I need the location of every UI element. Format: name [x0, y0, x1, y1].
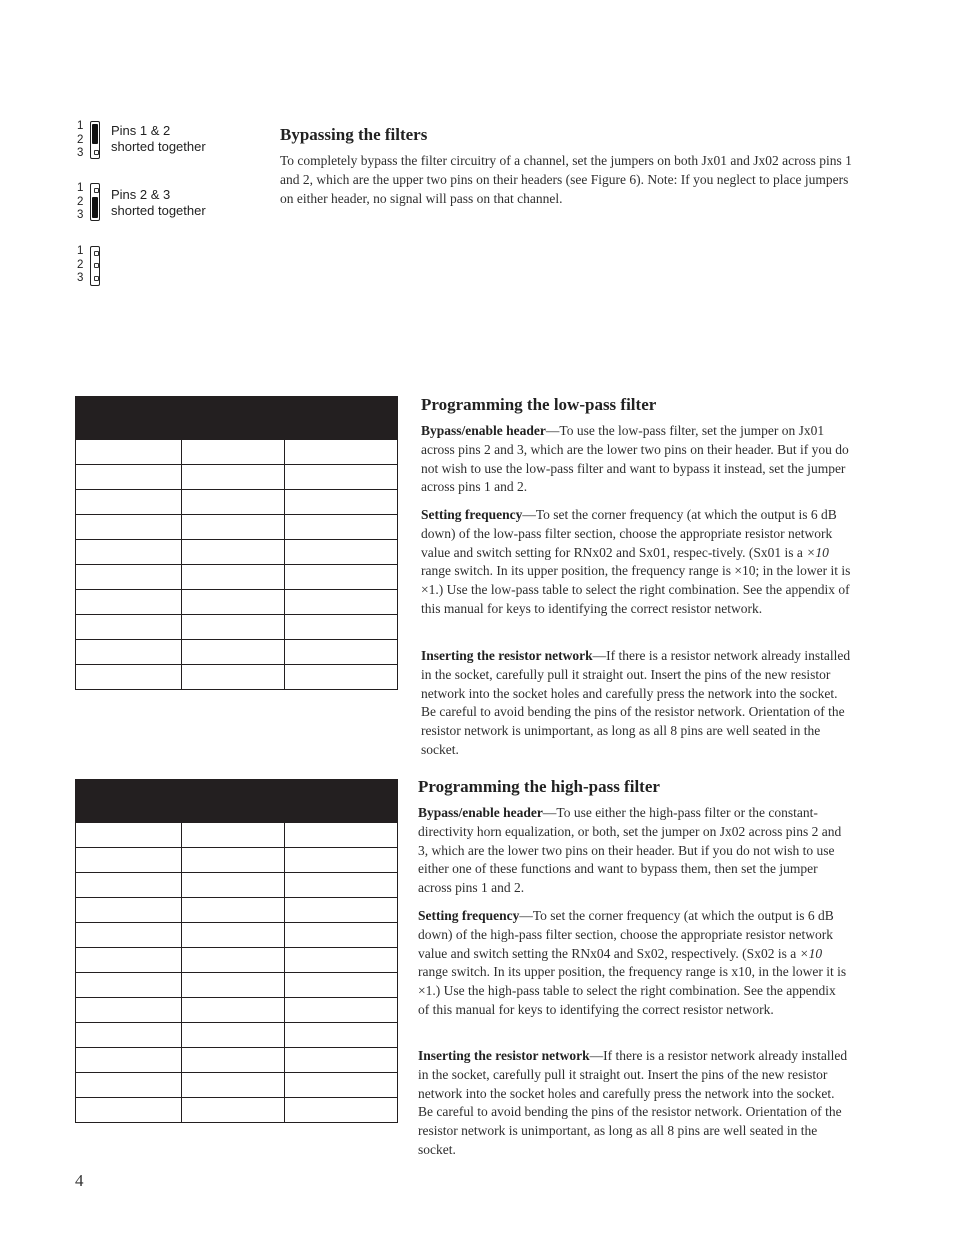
jumper-shunt [92, 124, 98, 144]
table-cell [284, 1073, 398, 1097]
paragraph-label: Setting frequency [418, 908, 520, 923]
jumper-diagram-pins-1-2 [77, 120, 237, 162]
table-cell [181, 1048, 284, 1072]
table-cell [75, 823, 181, 847]
table-row [75, 1098, 398, 1123]
lowpass-insert-paragraph: Inserting the resistor network—If there is a resistor network already installed in the socket, carefully pull it straight out. Insert the pins of the new resistor network into the socket holes and carefully press the network into the socket. Be careful to avoid bending the pins of the resistor network. Orientation of the resistor network is unimportant, as long as all 8 pins are well seated in the socket. [421, 648, 851, 757]
pin-numbers: 1 2 3 [77, 120, 84, 159]
table-cell [284, 615, 398, 639]
pin [94, 251, 99, 256]
table-row [75, 948, 398, 973]
table-cell [75, 515, 181, 539]
table-cell [75, 848, 181, 872]
table-cell [181, 440, 284, 464]
table-cell [181, 898, 284, 922]
jumper-shunt [92, 197, 98, 218]
table-row [75, 465, 398, 490]
table-cell [75, 1023, 181, 1047]
table-cell [284, 590, 398, 614]
table-cell [284, 823, 398, 847]
table-row [75, 665, 398, 690]
bypass-paragraph: To completely bypass the filter circuitry of a channel, set the jumpers on both Jx01 and Jx02 across pins 1 and 2, which are the upper two pins on their headers (see Figure 6). Note: If you neglect to place jumpers on either header, no signal will pass on that channel. [280, 153, 852, 206]
table-cell [181, 665, 284, 689]
pin [94, 263, 99, 268]
table-cell [284, 1098, 398, 1122]
jumper-diagram-open [77, 245, 237, 287]
table-cell [284, 948, 398, 972]
table-cell [181, 848, 284, 872]
lowpass-frequency-paragraph: Setting frequency—To set the corner frequency (at which the output is 6 dB down) of the low-pass filter section, choose the appropriate resistor network value and switch setting for RNx02 and Sx01, respec-tively. (Sx01 is a ×10 range switch. In its upper position, the frequency range is ×10; in the lower it is ×1.) Use the low-pass table to select the right combination. See the appendix of this manual for keys to identifying the correct resistor network. [421, 507, 851, 616]
table-cell [181, 490, 284, 514]
highpass-frequency-paragraph: Setting frequency—To set the corner frequency (at which the output is 6 dB down) of the high-pass filter section, choose the appropriate resistor network value and switch setting the RNx04 and Sx02, respectively. (Sx02 is a ×10 range switch. In its upper position, the frequency range is x10, in the lower it is ×1.) Use the high-pass table to select the right combination. See the appendix of this manual for keys to identifying the correct resistor network. [418, 908, 847, 1017]
table-cell [284, 640, 398, 664]
pin [94, 188, 99, 193]
table-cell [75, 898, 181, 922]
table-row [75, 565, 398, 590]
lowpass-bypass-paragraph: Bypass/enable header—To use the low-pass filter, set the jumper on Jx01 across pins 2 and 3, which are the lower two pins on their header. But if you do not wish to use the low-pass filter and want to bypass it instead, set the jumper across pins 1 and 2. [421, 423, 849, 495]
table-cell [75, 1048, 181, 1072]
table-cell [181, 590, 284, 614]
table-cell [181, 873, 284, 897]
paragraph-label: Setting frequency [421, 507, 523, 522]
table-cell [284, 1023, 398, 1047]
table-cell [181, 640, 284, 664]
table-cell [284, 515, 398, 539]
table-cell [181, 540, 284, 564]
table-cell [75, 590, 181, 614]
table-cell [181, 998, 284, 1022]
paragraph-label: Inserting the resistor network [421, 648, 593, 663]
table-cell [75, 923, 181, 947]
table-row [75, 640, 398, 665]
table-cell [284, 440, 398, 464]
table-cell [75, 948, 181, 972]
jumper-diagram-pins-2-3 [77, 182, 237, 224]
table-cell [75, 465, 181, 489]
table-header [75, 779, 398, 823]
table-row [75, 898, 398, 923]
table-cell [284, 898, 398, 922]
table-cell [284, 465, 398, 489]
table-cell [181, 1098, 284, 1122]
table-cell [284, 923, 398, 947]
table-cell [284, 565, 398, 589]
table-row [75, 615, 398, 640]
table-cell [75, 565, 181, 589]
table-row [75, 540, 398, 565]
pin [94, 150, 99, 155]
highpass-insert-paragraph: Inserting the resistor network—If there is a resistor network already installed in the socket, carefully pull it straight out. Insert the pins of the new resistor network into the socket holes and carefully press the network into the socket. Be careful to avoid bending the pins of the resistor network. Orientation of the resistor network is unimportant, as long as all 8 pins are well seated in the socket. [418, 1048, 848, 1157]
table-cell [284, 873, 398, 897]
pin-numbers: 1 2 3 [77, 182, 84, 221]
table-body [75, 440, 398, 690]
jumper-label: Pins 1 & 2 shorted together [111, 123, 206, 154]
highpass-heading: Programming the high-pass filter [418, 777, 660, 796]
table-cell [181, 615, 284, 639]
table-cell [75, 998, 181, 1022]
table-cell [284, 665, 398, 689]
table-cell [181, 515, 284, 539]
jumper-label: Pins 2 & 3 shorted together [111, 187, 206, 218]
table-body [75, 823, 398, 1123]
table-cell [75, 873, 181, 897]
table-row [75, 1048, 398, 1073]
bypass-heading: Bypassing the filters [280, 125, 428, 144]
table-row [75, 490, 398, 515]
highpass-table [75, 779, 398, 1123]
paragraph-label: Bypass/enable header [418, 805, 543, 820]
table-row [75, 848, 398, 873]
table-row [75, 873, 398, 898]
table-cell [284, 1048, 398, 1072]
table-cell [284, 540, 398, 564]
pin-numbers: 1 2 3 [77, 245, 84, 284]
table-cell [181, 973, 284, 997]
table-cell [181, 1073, 284, 1097]
table-row [75, 440, 398, 465]
paragraph-label: Inserting the resistor network [418, 1048, 590, 1063]
table-cell [75, 540, 181, 564]
page-number: 4 [75, 1171, 84, 1190]
table-cell [181, 565, 284, 589]
table-row [75, 1023, 398, 1048]
lowpass-heading: Programming the low-pass filter [421, 395, 657, 414]
table-cell [75, 615, 181, 639]
pin-header [90, 246, 100, 286]
table-row [75, 590, 398, 615]
table-cell [181, 1023, 284, 1047]
table-cell [75, 1098, 181, 1122]
paragraph-label: Bypass/enable header [421, 423, 546, 438]
table-cell [181, 923, 284, 947]
table-cell [284, 848, 398, 872]
highpass-bypass-paragraph: Bypass/enable header—To use either the high-pass filter or the constant-directivity horn equalization, or both, set the jumper on Jx02 across pins 2 and 3, which are the lower two pins on their header. But if you do not wish to use either one of these functions and want to bypass them, then set the jumper across pins 1 and 2. [418, 805, 842, 896]
table-row [75, 923, 398, 948]
pin [94, 276, 99, 281]
table-row [75, 1073, 398, 1098]
table-cell [75, 1073, 181, 1097]
table-cell [75, 490, 181, 514]
table-cell [284, 490, 398, 514]
table-cell [181, 465, 284, 489]
table-cell [181, 823, 284, 847]
table-cell [284, 998, 398, 1022]
table-row [75, 998, 398, 1023]
table-row [75, 515, 398, 540]
table-row [75, 973, 398, 998]
table-cell [284, 973, 398, 997]
lowpass-table [75, 396, 398, 690]
pin-header [90, 183, 100, 221]
table-cell [75, 665, 181, 689]
table-cell [75, 440, 181, 464]
table-cell [75, 973, 181, 997]
pin-header [90, 121, 100, 159]
table-header [75, 396, 398, 440]
table-row [75, 823, 398, 848]
table-cell [75, 640, 181, 664]
table-cell [181, 948, 284, 972]
